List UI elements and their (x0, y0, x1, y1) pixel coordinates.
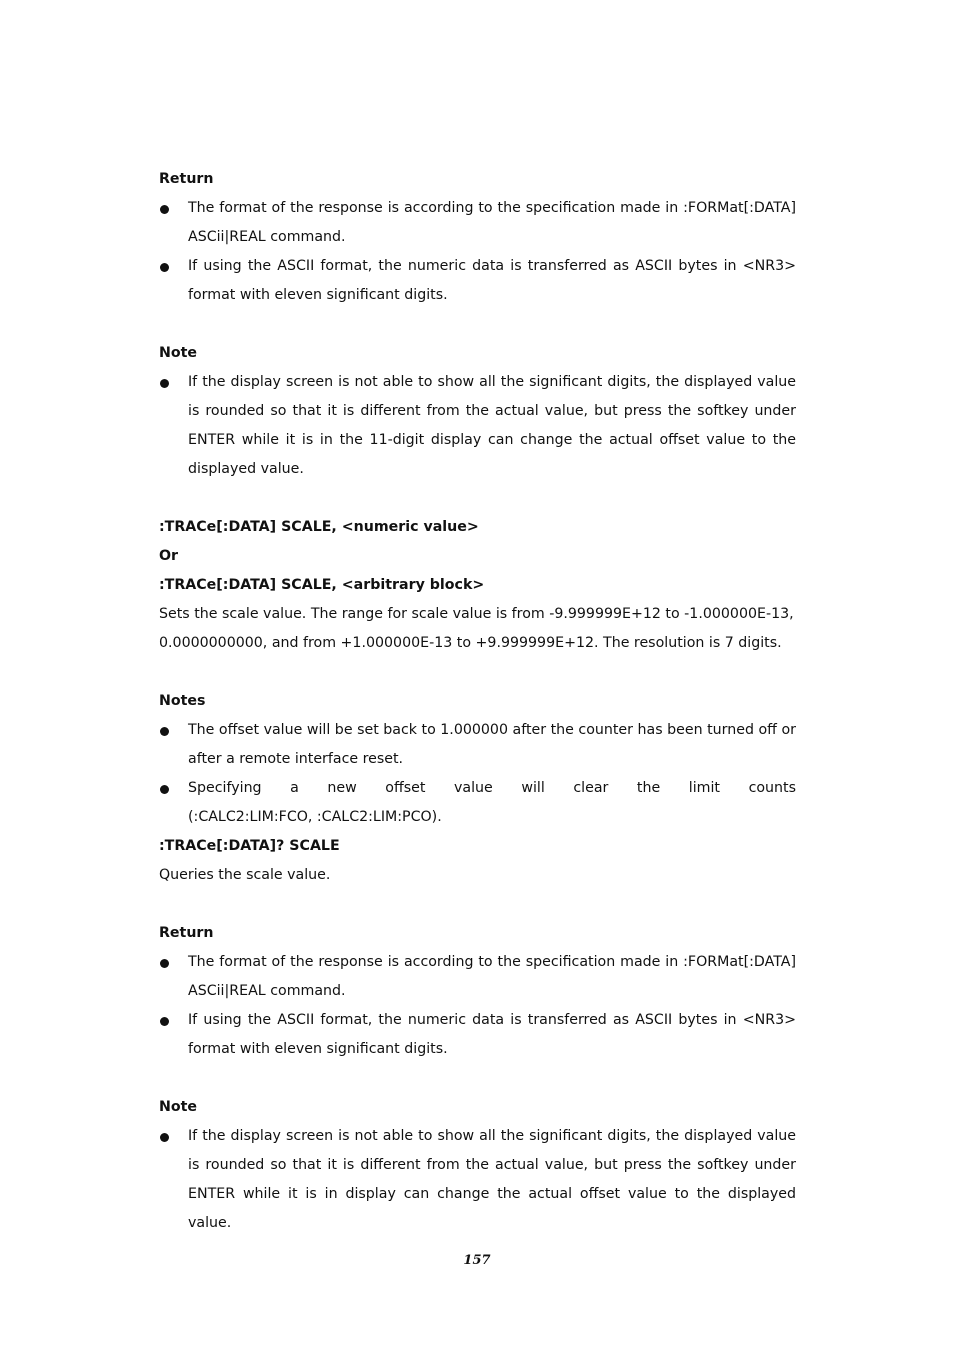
command-description-line: Sets the scale value. The range for scale value is from -9.999999E+12 to -1.000000E-13, (159, 606, 794, 622)
bullet-text: If the display screen is not able to show all the significant digits, the displayed value is rounded so that it is different from the actual value, but press the softkey under ENTER while it is in display can change the actual offset value to the displayed value. (188, 1128, 796, 1231)
list-item (159, 716, 796, 774)
return-list (159, 194, 796, 310)
bullet-text-line: Specifying a new offset value will clear the limit counts (188, 780, 796, 796)
note-list (159, 1122, 796, 1238)
bullet-text-line: format with eleven significant digits. (188, 287, 448, 303)
list-item (159, 252, 796, 310)
bullet-text-line: The format of the response is according to the specification made in :FORMat[:DATA] (188, 954, 796, 970)
bullet-icon (160, 263, 169, 272)
bullet-text-line: If using the ASCII format, the numeric data is transferred as ASCII bytes in <NR3> (188, 1012, 796, 1028)
bullet-text-line: (:CALC2:LIM:FCO, :CALC2:LIM:PCO). (188, 809, 442, 825)
list-item (159, 194, 796, 252)
bullet-icon (160, 727, 169, 736)
list-item (159, 1006, 796, 1064)
notes-heading: Notes (159, 693, 206, 709)
bullet-text-line: If using the ASCII format, the numeric data is transferred as ASCII bytes in <NR3> (188, 258, 796, 274)
bullet-text-line: The offset value will be set back to 1.000000 after the counter has been turned off or (188, 722, 796, 738)
note-list (159, 368, 796, 484)
return-heading: Return (159, 925, 214, 941)
command-syntax: :TRACe[:DATA] SCALE, <numeric value> (159, 519, 479, 535)
bullet-text-line: format with eleven significant digits. (188, 1041, 448, 1057)
return-heading: Return (159, 171, 214, 187)
bullet-icon (160, 785, 169, 794)
bullet-icon (160, 1133, 169, 1142)
bullet-text-line: The format of the response is according to the specification made in :FORMat[:DATA] (188, 200, 796, 216)
command-syntax-alt: :TRACe[:DATA] SCALE, <arbitrary block> (159, 577, 485, 593)
note-heading: Note (159, 1099, 198, 1115)
bullet-icon (160, 959, 169, 968)
command-or: Or (159, 548, 179, 564)
page-number: 157 (463, 1253, 491, 1268)
bullet-icon (160, 205, 169, 214)
document-body (159, 165, 796, 1238)
list-item (159, 1122, 796, 1238)
list-item (159, 948, 796, 1006)
query-syntax: :TRACe[:DATA]? SCALE (159, 838, 340, 854)
notes-list (159, 716, 796, 832)
bullet-icon (160, 1017, 169, 1026)
return-list (159, 948, 796, 1064)
list-item (159, 774, 796, 832)
bullet-text-line: ASCii|REAL command. (188, 229, 346, 245)
note-heading: Note (159, 345, 198, 361)
query-description: Queries the scale value. (159, 867, 331, 883)
bullet-text-line: after a remote interface reset. (188, 751, 404, 767)
bullet-text-line: ASCii|REAL command. (188, 983, 346, 999)
list-item (159, 368, 796, 484)
command-description-line: 0.0000000000, and from +1.000000E-13 to +9.999999E+12. The resolution is 7 digits. (159, 635, 782, 651)
bullet-icon (160, 379, 169, 388)
bullet-text: If the display screen is not able to show all the significant digits, the displayed value is rounded so that it is different from the actual value, but press the softkey under ENTER while it is in the 11-digit display can change the actual offset value to the displayed value. (188, 374, 796, 477)
